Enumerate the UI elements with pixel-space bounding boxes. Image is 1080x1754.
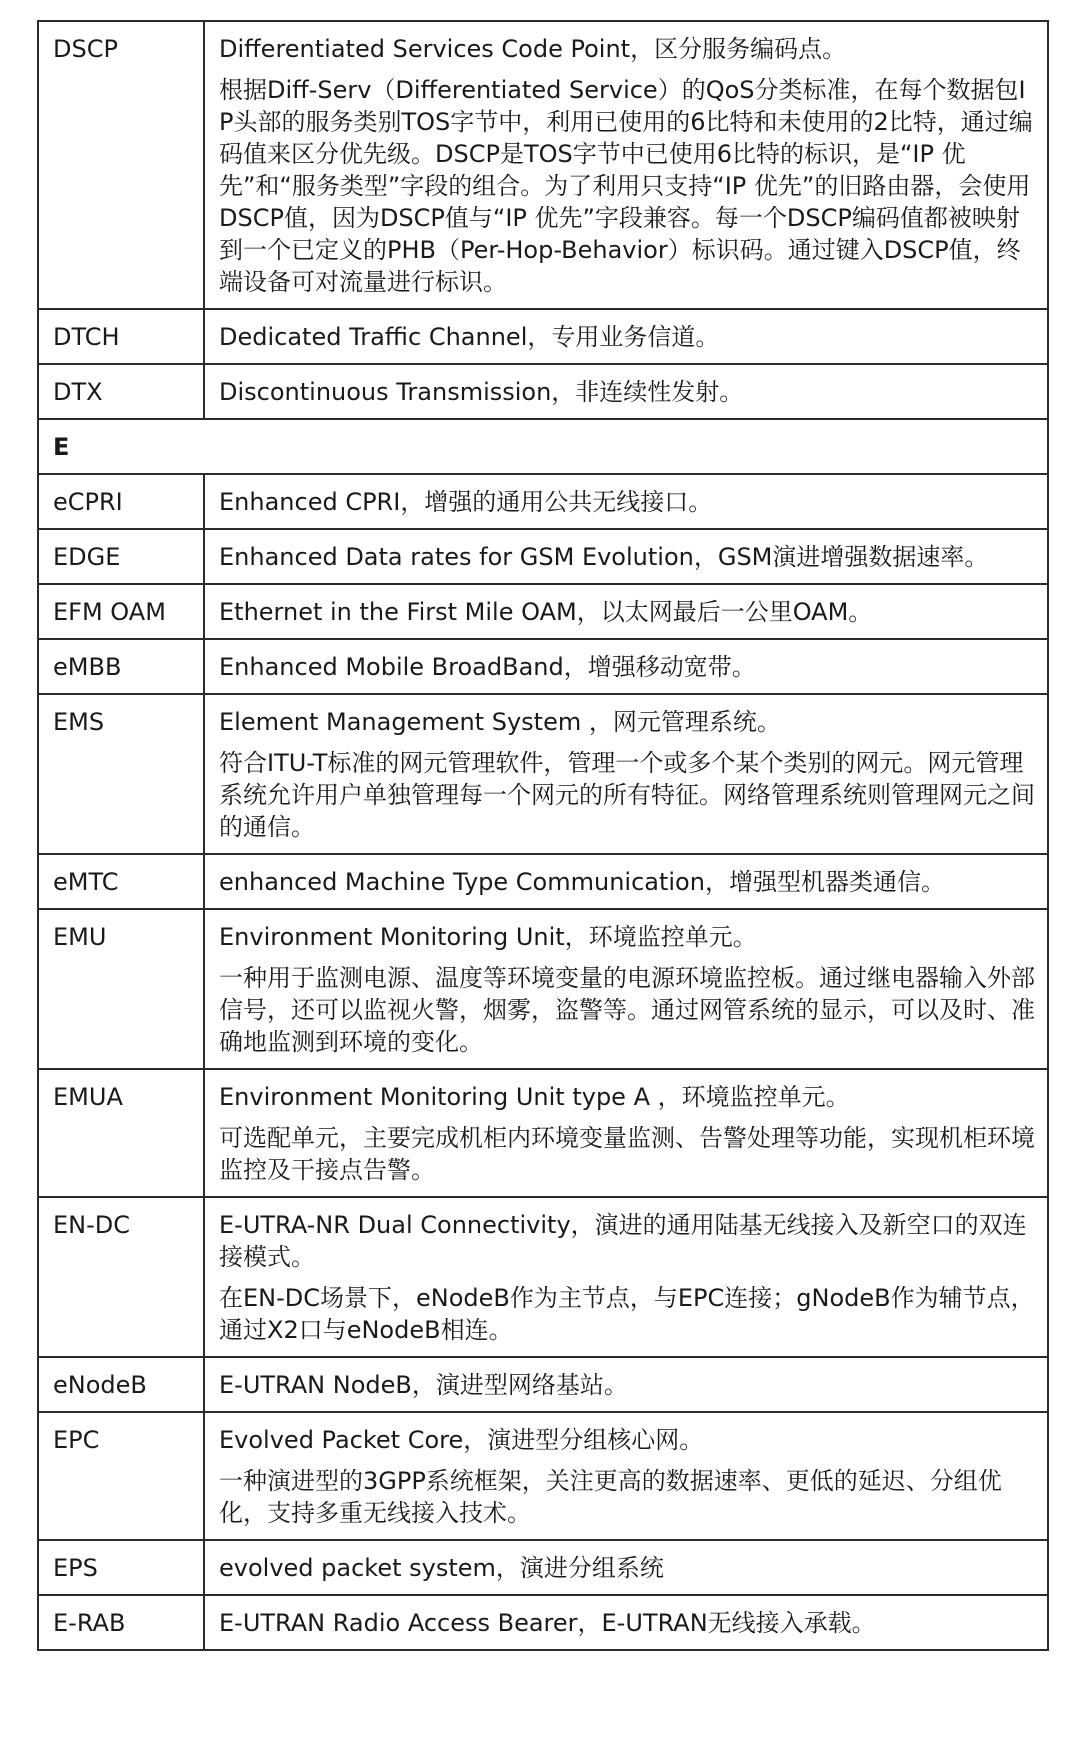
- glossary-row: [38, 694, 1048, 854]
- glossary-row: [38, 854, 1048, 909]
- definition-cell: [204, 309, 1048, 364]
- term-cell: DTX: [38, 364, 204, 419]
- glossary-row: [38, 1197, 1048, 1357]
- definition-expansion: Environment Monitoring Unit，环境监控单元。: [219, 923, 757, 951]
- definition-expansion: Ethernet in the First Mile OAM，以太网最后一公里OAM。: [219, 598, 873, 626]
- definition-cell: [204, 1412, 1048, 1540]
- term-cell: E-RAB: [38, 1595, 204, 1650]
- definition-expansion: E-UTRAN NodeB，演进型网络基站。: [219, 1371, 628, 1399]
- glossary-row: [38, 1357, 1048, 1412]
- term-cell: EPS: [38, 1540, 204, 1595]
- term-cell: EMU: [38, 909, 204, 1069]
- definition-expansion: Differentiated Services Code Point，区分服务编码点。: [219, 35, 847, 63]
- term-cell: DTCH: [38, 309, 204, 364]
- term-cell: EPC: [38, 1412, 204, 1540]
- definition-expansion: Environment Monitoring Unit type A ，环境监控单元。: [219, 1083, 850, 1111]
- definition-cell: [204, 1595, 1048, 1650]
- definition-expansion: evolved packet system，演进分组系统: [219, 1554, 664, 1582]
- definition-cell: [204, 1069, 1048, 1197]
- term-cell: EMS: [38, 694, 204, 854]
- definition-expansion: Enhanced CPRI，增强的通用公共无线接口。: [219, 488, 713, 516]
- definition-expansion: Evolved Packet Core，演进型分组核心网。: [219, 1426, 704, 1454]
- term-cell: EMUA: [38, 1069, 204, 1197]
- definition-cell: [204, 21, 1048, 309]
- definition-expansion: E-UTRAN Radio Access Bearer，E-UTRAN无线接入承载。: [219, 1609, 876, 1637]
- definition-expansion: E-UTRA-NR Dual Connectivity，演进的通用陆基无线接入及新空口的双连接模式。: [219, 1211, 1027, 1271]
- definition-expansion: Element Management System ，网元管理系统。: [219, 708, 781, 736]
- section-row: [38, 419, 1048, 474]
- term-cell: eMTC: [38, 854, 204, 909]
- glossary-row: [38, 474, 1048, 529]
- glossary-row: [38, 364, 1048, 419]
- definition-expansion: enhanced Machine Type Communication，增强型机器类通信。: [219, 868, 945, 896]
- definition-cell: [204, 1357, 1048, 1412]
- definition-cell: [204, 694, 1048, 854]
- definition-cell: [204, 1197, 1048, 1357]
- definition-cell: [204, 854, 1048, 909]
- term-cell: eMBB: [38, 639, 204, 694]
- definition-cell: [204, 909, 1048, 1069]
- glossary-row: [38, 21, 1048, 309]
- term-cell: EFM OAM: [38, 584, 204, 639]
- section-heading: E: [38, 419, 1048, 474]
- definition-description: 符合ITU-T标准的网元管理软件，管理一个或多个某个类别的网元。网元管理系统允许用户单独管理每一个网元的所有特征。网络管理系统则管理网元之间的通信。: [219, 749, 1035, 841]
- glossary-row: [38, 639, 1048, 694]
- definition-cell: [204, 474, 1048, 529]
- definition-expansion: Dedicated Traffic Channel，专用业务信道。: [219, 323, 720, 351]
- definition-description: 可选配单元，主要完成机柜内环境变量监测、告警处理等功能，实现机柜环境监控及干接点告警。: [219, 1124, 1035, 1184]
- term-cell: EN-DC: [38, 1197, 204, 1357]
- definition-cell: [204, 639, 1048, 694]
- glossary-row: [38, 1069, 1048, 1197]
- definition-cell: [204, 529, 1048, 584]
- glossary-row: [38, 529, 1048, 584]
- glossary-row: [38, 1412, 1048, 1540]
- definition-cell: [204, 584, 1048, 639]
- term-cell: EDGE: [38, 529, 204, 584]
- definition-cell: [204, 1540, 1048, 1595]
- glossary-table: [37, 20, 1049, 1651]
- definition-expansion: Discontinuous Transmission，非连续性发射。: [219, 378, 744, 406]
- definition-expansion: Enhanced Data rates for GSM Evolution，GSM演进增强数据速率。: [219, 543, 989, 571]
- glossary-row: [38, 1595, 1048, 1650]
- glossary-row: [38, 909, 1048, 1069]
- definition-expansion: Enhanced Mobile BroadBand，增强移动宽带。: [219, 653, 756, 681]
- glossary-body: [38, 21, 1048, 1650]
- term-cell: eNodeB: [38, 1357, 204, 1412]
- definition-description: 在EN-DC场景下，eNodeB作为主节点，与EPC连接；gNodeB作为辅节点，通过X2口与eNodeB相连。: [219, 1284, 1035, 1344]
- term-cell: eCPRI: [38, 474, 204, 529]
- glossary-row: [38, 309, 1048, 364]
- definition-cell: [204, 364, 1048, 419]
- definition-description: 一种用于监测电源、温度等环境变量的电源环境监控板。通过继电器输入外部信号，还可以监视火警，烟雾，盗警等。通过网管系统的显示，可以及时、准确地监测到环境的变化。: [219, 964, 1035, 1056]
- term-cell: DSCP: [38, 21, 204, 309]
- definition-description: 根据Diff-Serv（Differentiated Service）的QoS分类标准，在每个数据包IP头部的服务类别TOS字节中，利用已使用的6比特和未使用的2比特，通过编码值来区分优先级。DSCP是TOS字节中已使用6比特的标识，是“IP 优先”和“服务类型”字段的组合。为了利用只支持“IP 优先”的旧路由器，会使用DSCP值，因为DSCP值与“IP 优先”字段兼容。每一个DSCP编码值都被映射到一个已定义的PHB（Per-Hop-Behavior）标识码。通过键入DSCP值，终端设备可对流量进行标识。: [219, 76, 1033, 296]
- glossary-row: [38, 584, 1048, 639]
- glossary-row: [38, 1540, 1048, 1595]
- definition-description: 一种演进型的3GPP系统框架，关注更高的数据速率、更低的延迟、分组优化，支持多重无线接入技术。: [219, 1467, 1002, 1527]
